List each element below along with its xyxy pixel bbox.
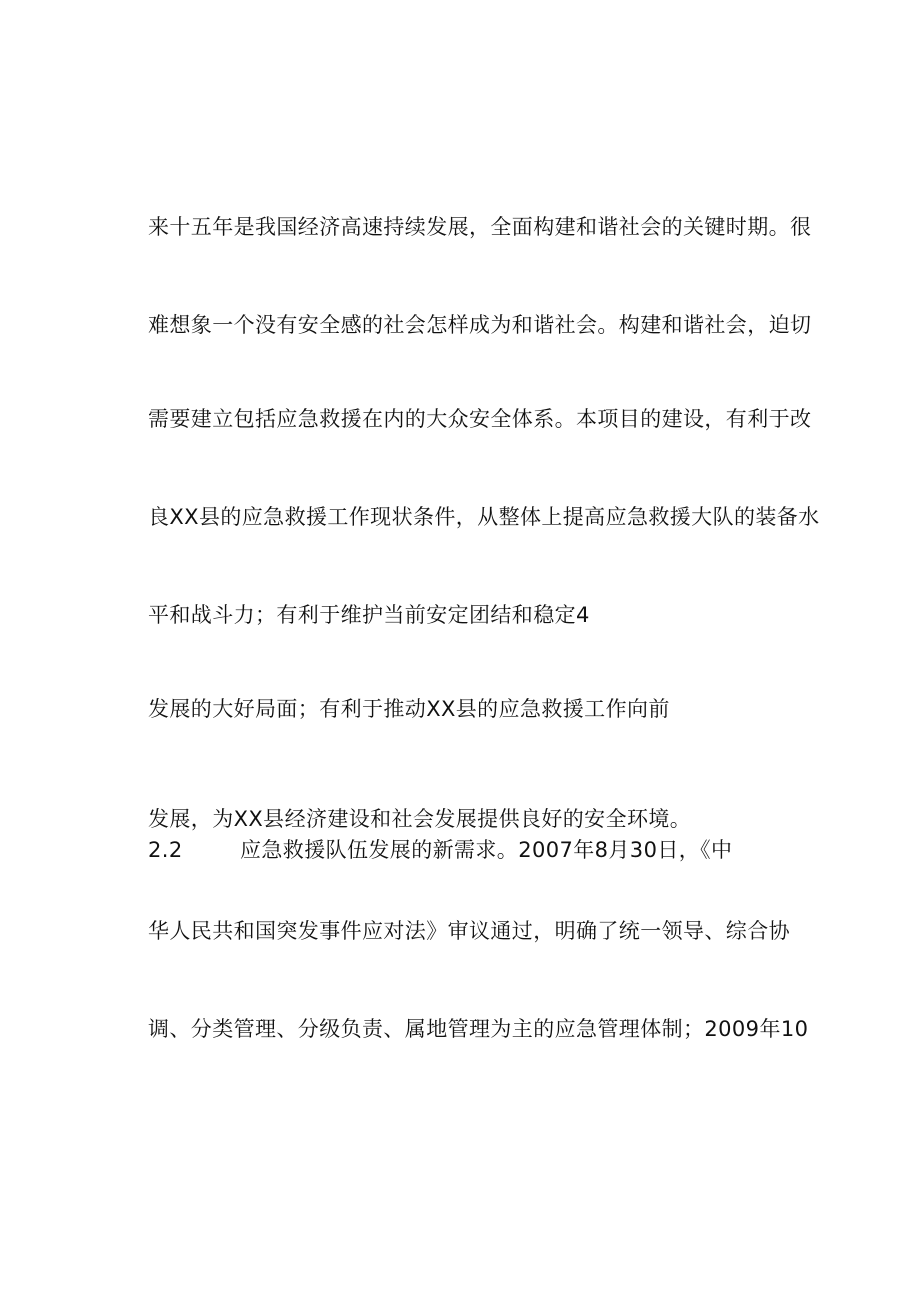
paragraph-line: 发展的大好局面；有利于推动XX县的应急救援工作向前 — [148, 697, 670, 721]
paragraph-line: 华人民共和国突发事件应对法》审议通过，明确了统一领导、综合协 — [148, 919, 790, 943]
paragraph-line: 平和战斗力；有利于维护当前安定团结和稳定4 — [148, 603, 590, 627]
paragraph-line: 来十五年是我国经济高速持续发展，全面构建和谐社会的关键时期。很 — [148, 215, 812, 239]
section-number: 2.2 — [148, 838, 183, 862]
paragraph-line: 需要建立包括应急救援在内的大众安全体系。本项目的建设，有利于改 — [148, 407, 812, 431]
paragraph-line: 难想象一个没有安全感的社会怎样成为和谐社会。构建和谐社会，迫切 — [148, 313, 812, 337]
paragraph-line: 发展，为XX县经济建设和社会发展提供良好的安全环境。 — [148, 807, 692, 831]
section-heading — [148, 836, 732, 864]
paragraph-line: 良XX县的应急救援工作现状条件，从整体上提高应急救援大队的装备水 — [148, 505, 820, 529]
paragraph-line: 调、分类管理、分级负责、属地管理为主的应急管理体制；2009年10 — [148, 1017, 809, 1041]
section-text: 应急救援队伍发展的新需求。2007年8月30日，《中 — [240, 838, 733, 862]
